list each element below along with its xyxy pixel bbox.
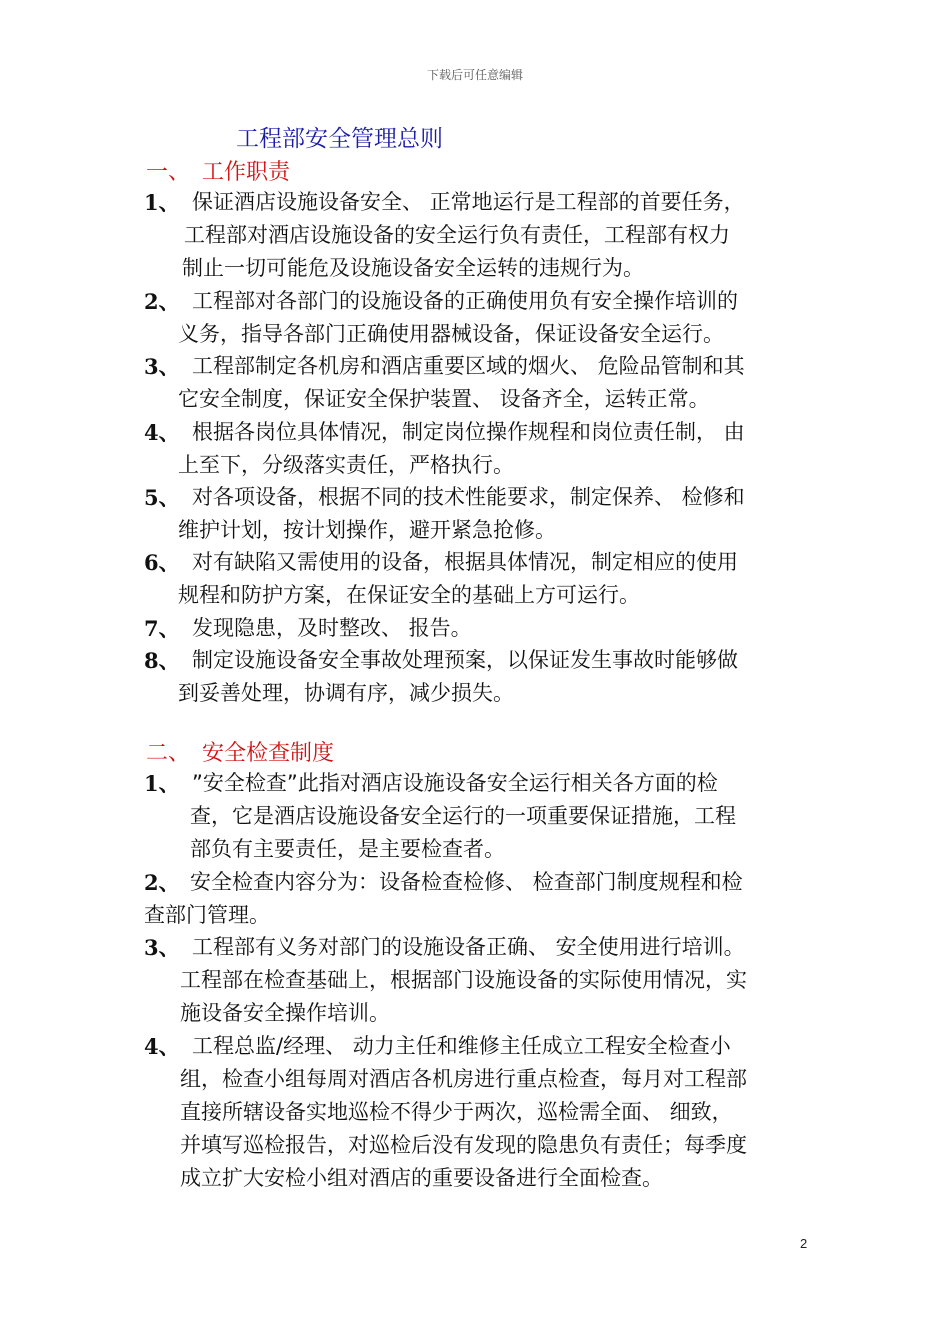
page-number: 2: [800, 1236, 808, 1251]
item-line: 根据各岗位具体情况，制定岗位操作规程和岗位责任制， 由: [192, 420, 745, 444]
item-line: 查，它是酒店设施设备安全运行的一项重要保证措施，工程: [190, 804, 736, 828]
section-number: 二、: [146, 741, 191, 766]
item-number: 1、: [144, 771, 180, 796]
item-line: 制止一切可能危及设施设备安全运转的违规行为。: [182, 256, 644, 280]
item-line: 工程部对酒店设施设备的安全运行负有责任，工程部有权力: [184, 223, 730, 247]
item-number: 1、: [144, 190, 180, 215]
item-line: 安全检查内容分为：设备检查检修、 检查部门制度规程和检: [190, 870, 743, 894]
item-line: 并填写巡检报告，对巡检后没有发现的隐患负有责任；每季度: [180, 1133, 747, 1157]
item-line: 成立扩大安检小组对酒店的重要设备进行全面检查。: [180, 1166, 663, 1190]
item-line: 对有缺陷又需使用的设备，根据具体情况，制定相应的使用: [192, 550, 738, 574]
item-line: 对各项设备，根据不同的技术性能要求，制定保养、 检修和: [192, 485, 745, 509]
item-line: 维护计划，按计划操作，避开紧急抢修。: [178, 518, 556, 542]
item-line: 施设备安全操作培训。: [180, 1001, 390, 1025]
item-line: 工程部对各部门的设施设备的正确使用负有安全操作培训的: [192, 289, 738, 313]
section-title: 工作职责: [202, 160, 291, 185]
item-line: 组，检查小组每周对酒店各机房进行重点检查，每月对工程部: [180, 1067, 747, 1091]
section-title: 安全检查制度: [202, 741, 335, 766]
item-line: 它安全制度，保证安全保护装置、 设备齐全，运转正常。: [178, 387, 710, 411]
section-heading-1: [146, 155, 290, 186]
item-line: 工程部在检查基础上，根据部门设施设备的实际使用情况，实: [180, 968, 747, 992]
section-heading-2: [146, 736, 334, 767]
item-line: 工程部制定各机房和酒店重要区域的烟火、 危险品管制和其: [192, 354, 745, 378]
item-number: 2、: [144, 870, 180, 895]
item-line: 发现隐患，及时整改、 报告。: [192, 616, 472, 640]
item-line: 查部门管理。: [144, 903, 270, 927]
item-line: 工程部有义务对部门的设施设备正确、 安全使用进行培训。: [192, 935, 745, 959]
document-title: 工程部安全管理总则: [236, 126, 443, 152]
item-number: 4、: [144, 1034, 180, 1059]
item-number: 3、: [144, 935, 180, 960]
item-number: 8、: [144, 648, 180, 673]
item-line: 义务，指导各部门正确使用器械设备，保证设备安全运行。: [178, 322, 724, 346]
item-line: 制定设施设备安全事故处理预案，以保证发生事故时能够做: [192, 648, 738, 672]
item-line: 部负有主要责任，是主要检查者。: [190, 837, 505, 861]
item-number: 5、: [144, 485, 180, 510]
item-number: 7、: [144, 616, 180, 641]
item-line: ”安全检查”此指对酒店设施设备安全运行相关各方面的检: [192, 771, 718, 795]
item-number: 4、: [144, 420, 180, 445]
item-line: 规程和防护方案，在保证安全的基础上方可运行。: [178, 583, 640, 607]
item-number: 2、: [144, 289, 180, 314]
item-number: 6、: [144, 550, 180, 575]
item-line: 到妥善处理，协调有序，减少损失。: [178, 681, 514, 705]
item-line: 直接所辖设备实地巡检不得少于两次，巡检需全面、 细致，: [180, 1100, 733, 1124]
section-number: 一、: [146, 160, 191, 185]
header-note: 下载后可任意编辑: [426, 68, 523, 82]
item-line: 保证酒店设施设备安全、 正常地运行是工程部的首要任务，: [192, 190, 745, 214]
item-line: 工程总监/经理、 动力主任和维修主任成立工程安全检查小: [192, 1034, 731, 1058]
item-number: 3、: [144, 354, 180, 379]
item-line: 上至下，分级落实责任，严格执行。: [178, 453, 514, 477]
